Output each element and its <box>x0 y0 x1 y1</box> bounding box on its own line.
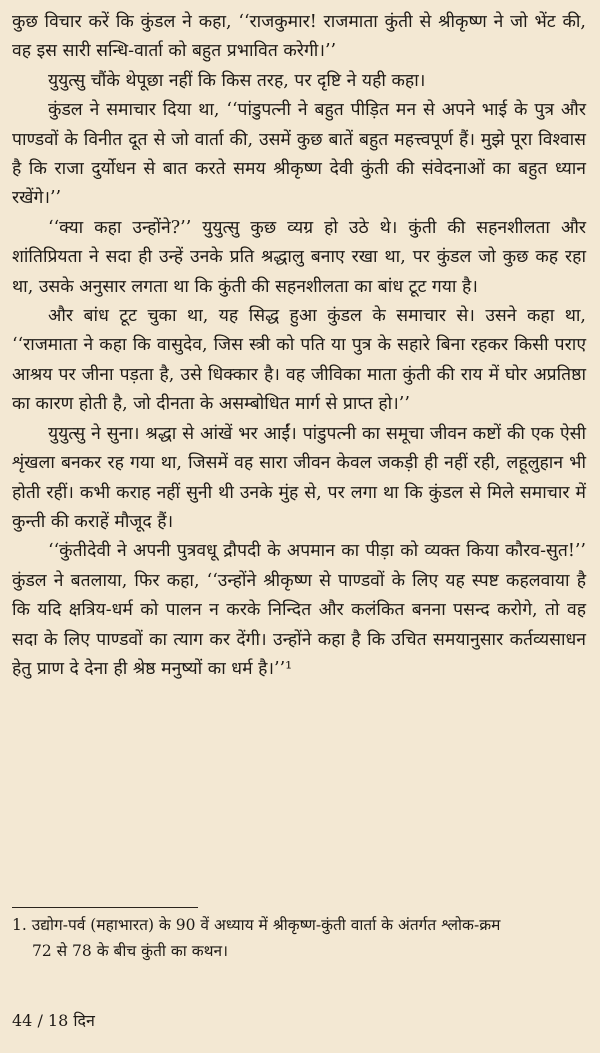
footnote <box>12 912 586 964</box>
paragraph-1: कुछ विचार करें कि कुंडल ने कहा, ‘‘राजकुमार! राजमाता कुंती से श्रीकृष्ण ने जो भेंट की, वह इस सारी सन्धि-वार्ता को बहुत प्रभावित करेगी।’’ <box>12 12 586 62</box>
page-number: 44 / 18 दिन <box>12 1011 95 1030</box>
footnote-divider <box>12 907 198 908</box>
paragraph-5: और बांध टूट चुका था, यह सिद्ध हुआ कुंडल के समाचार से। उसने कहा था, ‘‘राजमाता ने कहा कि वासुदेव, जिस स्त्री को पति या पुत्र के सहारे बिना रहकर किसी पराए आश्रय पर जीना पड़ता है, उसे धिक्कार है। वह जीविका माता कुंती की राय में घोर अप्रतिष्ठा का कारण होती है, जो दीनता के असम्बोधित मार्ग से प्राप्त हो।’’ <box>12 306 586 415</box>
footnote-line-1: 1. उद्योग-पर्व (महाभारत) के 90 वें अध्याय में श्रीकृष्ण-कुंती वार्ता के अंतर्गत श्लोक-क्रम <box>12 916 501 934</box>
paragraph-4: ‘‘क्या कहा उन्होंने?’’ युयुत्सु कुछ व्यग्र हो उठे थे। कुंती की सहनशीलता और शांतिप्रियता ने सदा ही उन्हें उनके प्रति श्रद्धालु बनाए रखा था, पर कुंडल जो कुछ कह रहा था, उसके अनुसार लगता था कि कुंती की सहनशीलता का बांध टूट गया है। <box>12 217 586 297</box>
paragraph-2: युयुत्सु चौंके थेपूछा नहीं कि किस तरह, पर दृष्टि ने यही कहा। <box>48 70 426 91</box>
paragraph-3: कुंडल ने समाचार दिया था, ‘‘पांडुपत्नी ने बहुत पीड़ित मन से अपने भाई के पुत्र और पाण्डवों के विनीत दूत से जो वार्ता की, उसमें कुछ बातें बहुत महत्त्वपूर्ण हैं। मुझे पूरा विश्वास है कि राजा दुर्योधन से बात करते समय श्रीकृष्ण देवी कुंती की संवेदनाओं का बहुत ध्यान रखेंगे।’’ <box>12 100 586 209</box>
footnote-line-2: 72 से 78 के बीच कुंती का कथन। <box>32 942 228 960</box>
paragraph-6: युयुत्सु ने सुना। श्रद्धा से आंखें भर आईं। पांडुपत्नी का समूचा जीवन कष्टों की एक ऐसी शृंखला बनकर रह गया था, जिसमें वह सारा जीवन केवल जकड़ी ही नहीं रही, लहूलुहान भी होती रहीं। कभी कराह नहीं सुनी थी उनके मुंह से, पर लगा था कि कुंडल से मिले समाचार में कुन्ती की कराहें मौजूद हैं। <box>12 423 586 532</box>
body-text <box>12 8 586 684</box>
paragraph-7: ‘‘कुंतीदेवी ने अपनी पुत्रवधू द्रौपदी के अपमान का पीड़ा को व्यक्त किया कौरव-सुत!’’ कुंडल ने बतलाया, फिर कहा, ‘‘उन्होंने श्रीकृष्ण से पाण्डवों के लिए यह स्पष्ट कहलवाया है कि यदि क्षत्रिय-धर्म को पालन न करके निन्दित और कलंकित बनना पसन्द करोगे, तो वह सदा के लिए पाण्डवों का त्याग कर देंगी। उन्होंने कहा है कि उचित समयानुसार कर्तव्यसाधन हेतु प्राण दे देना ही श्रेष्ठ मनुष्यों का धर्म है।’’¹ <box>12 541 586 679</box>
